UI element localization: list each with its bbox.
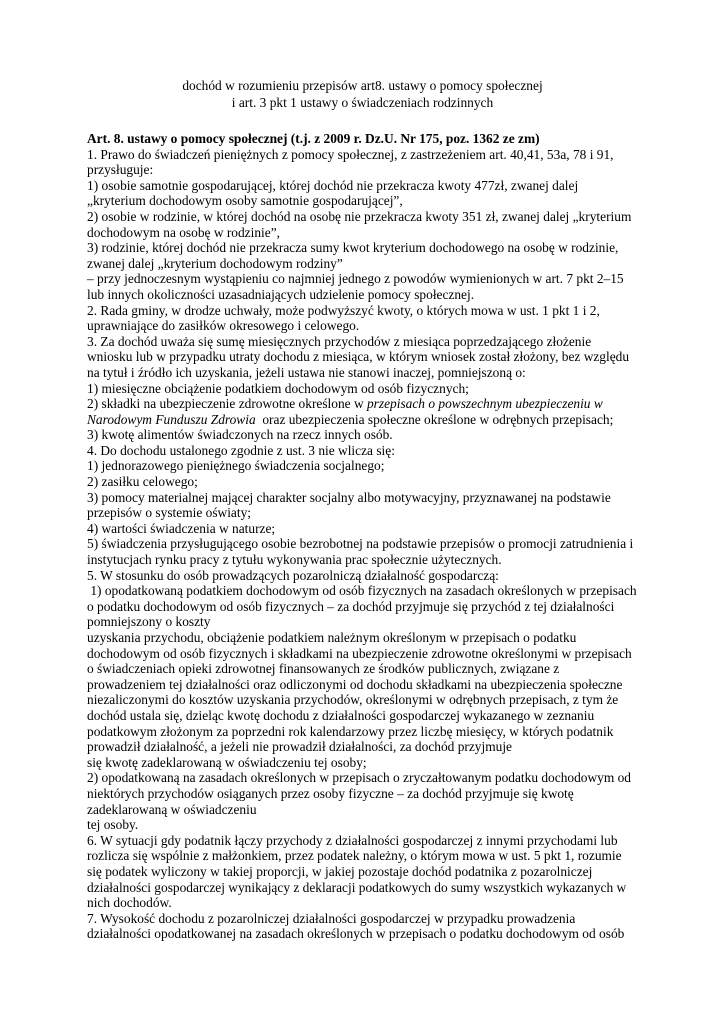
text-line: wniosku lub w przypadku utraty dochodu z miesiąca, w którym wniosek został złożony, bez względu [87, 349, 630, 365]
text-fragment: 2) składki na ubezpieczenie zdrowotne określone w [87, 396, 367, 412]
text-line: uzyskania przychodu, obciążenie podatkiem należnym określonym w przepisach o podatku [87, 630, 577, 645]
text-line: niezaliczonymi do kosztów uzyskania przychodów, określonymi w odrębnych przepisach, z tym że [87, 692, 619, 708]
text-line: 1) opodatkowaną podatkiem dochodowym od osób fizycznych na zasadach określonych w przepisach [87, 583, 637, 599]
text-line: 3. Za dochód uważa się sumę miesięcznych przychodów z miesiąca poprzedzającego złożenie [87, 333, 592, 349]
text-line: dochodowym na osobę w rodzinie”, [87, 224, 281, 240]
text-line: zadeklarowaną w oświadczeniu [87, 801, 257, 817]
text-line: lub innych okoliczności uzasadniających udzielenie pomocy społecznej. [87, 286, 475, 302]
text-line: 6. W sytuacji gdy podatnik łączy przychody z działalności gospodarczej z innymi przychodami lub [87, 832, 618, 848]
text-line: 5) świadczenia przysługującego osobie bezrobotnej na podstawie przepisów o promocji zatrudnienia i [87, 536, 634, 552]
document-body [87, 131, 647, 942]
text-line: o podatku dochodowym od osób fizycznych – za dochód przyjmuje się przychód z tej działalności [87, 598, 615, 614]
text-line: 2) osobie w rodzinie, w której dochód na osobę nie przekracza kwoty 351 zł, zwanej dalej „kryterium [87, 208, 632, 224]
text-line: przepisów o systemie oświaty; [87, 505, 252, 521]
text-line: tej osoby. [87, 817, 139, 833]
text-line: zwanej dalej „kryterium dochodowym rodziny” [87, 255, 343, 271]
text-fragment: oraz ubezpieczenia społeczne określone w odrębnych przepisach; [255, 411, 614, 427]
text-line-mixed-2 [87, 412, 647, 428]
header-line-1: dochód w rozumieniu przepisów art8. ustawy o pomocy społecznej [182, 78, 543, 93]
text-line: 5. W stosunku do osób prowadzących pozarolniczą działalność gospodarczą: [87, 567, 499, 583]
text-line: 1. Prawo do świadczeń pieniężnych z pomocy społecznej, z zastrzeżeniem art. 40,41, 53a, 78 i 91, [87, 146, 614, 162]
document-header [0, 78, 725, 111]
text-line: o świadczeniach opieki zdrowotnej finansowanych ze środków publicznych, związane z [87, 661, 560, 677]
text-fragment-italic: przepisach o powszechnym ubezpieczeniu w [366, 396, 603, 412]
text-line: niektórych przychodów osiąganych przez osoby fizyczne – za dochód przyjmuje się kwotę [87, 785, 574, 801]
text-line: 3) rodzinie, której dochód nie przekracza sumy kwot kryterium dochodowego na osobę w rodzinie, [87, 240, 619, 256]
text-line: 1) osobie samotnie gospodarującej, której dochód nie przekracza kwoty 477zł, zwanej dalej [87, 177, 579, 193]
text-line: instytucjach rynku pracy z tytułu wykonywania prac społecznie użytecznych. [87, 552, 502, 568]
text-line: działalności gospodarczej wynikający z deklaracji podatkowych do sumy wszystkich wykazanych w [87, 879, 627, 895]
text-line: 1) jednorazowego pieniężnego świadczenia socjalnego; [87, 458, 385, 474]
article-heading: Art. 8. ustawy o pomocy społecznej (t.j. z 2009 r. Dz.U. Nr 175, poz. 1362 ze zm) [87, 131, 540, 146]
paragraph-block-2 [87, 427, 647, 942]
text-line: 7. Wysokość dochodu z pozarolniczej działalności gospodarczej w przypadku prowadzenia [87, 910, 576, 926]
text-line: 4) wartości świadczenia w naturze; [87, 520, 276, 536]
text-line: się podatek wyliczony w takiej proporcji, w jakiej pozostaje dochód podatnika z pozarolniczej [87, 863, 593, 879]
text-line: się kwotę zadeklarowaną w oświadczeniu tej osoby; [87, 754, 367, 770]
text-line: uprawniające do zasiłków okresowego i celowego. [87, 318, 360, 334]
text-line: 3) kwotę alimentów świadczonych na rzecz innych osób. [87, 427, 393, 443]
text-line: podatkowym złożonym za poprzedni rok kalendarzowy przez liczbę miesięcy, w których podatnik [87, 723, 614, 739]
text-line: 4. Do dochodu ustalonego zgodnie z ust. 3 nie wlicza się: [87, 442, 395, 458]
text-line: 3) pomocy materialnej mającej charakter socjalny albo motywacyjny, przyznawanej na podstawie [87, 489, 611, 505]
text-line: prowadził działalność, a jeżeli nie prowadził działalności, za dochód przyjmuje [87, 739, 512, 755]
text-line: przysługuje: [87, 162, 154, 178]
text-line: 1) miesięczne obciążenie podatkiem dochodowym od osób fizycznych; [87, 380, 469, 396]
text-fragment-italic: Narodowym Funduszu Zdrowia [87, 411, 256, 427]
text-line: – przy jednoczesnym wystąpieniu co najmniej jednego z powodów wymienionych w art. 7 pkt 2–15 [87, 271, 624, 287]
text-line: 2) opodatkowaną na zasadach określonych w przepisach o zryczałtowanym podatku dochodowym od [87, 770, 632, 786]
text-line: 2. Rada gminy, w drodze uchwały, może podwyższyć kwoty, o których mowa w ust. 1 pkt 1 i 2, [87, 302, 600, 318]
paragraph-block-1 [87, 147, 647, 397]
text-line: na tytuł i źródło ich uzyskania, jeżeli ustawa nie stanowi inaczej, pomniejszoną o: [87, 364, 526, 380]
text-line: „kryterium dochodowym osoby samotnie gospodarującej”, [87, 193, 403, 209]
text-line: rozlicza się wspólnie z małżonkiem, przez podatek należny, o którym mowa w ust. 5 pkt 1, rozumie [87, 848, 622, 864]
text-line: 2) zasiłku celowego; [87, 474, 198, 490]
text-line-mixed-1 [87, 396, 647, 412]
text-line: dochód ustala się, dzieląc kwotę dochodu z działalności gospodarczej wykazanego w zeznaniu [87, 707, 595, 723]
header-line-2: i art. 3 pkt 1 ustawy o świadczeniach rodzinnych [231, 94, 494, 110]
text-line: prowadzeniem tej działalności oraz odliczonymi od dochodu składkami na ubezpieczenia społeczne [87, 676, 623, 692]
text-line: dochodowym od osób fizycznych i składkami na ubezpieczenie zdrowotne określonymi w przepisach [87, 645, 632, 661]
text-line: działalności opodatkowanej na zasadach określonych w przepisach o podatku dochodowym od osób [87, 926, 625, 942]
text-line: nich dochodów. [87, 895, 172, 911]
text-line: pomniejszony o koszty [87, 614, 211, 630]
